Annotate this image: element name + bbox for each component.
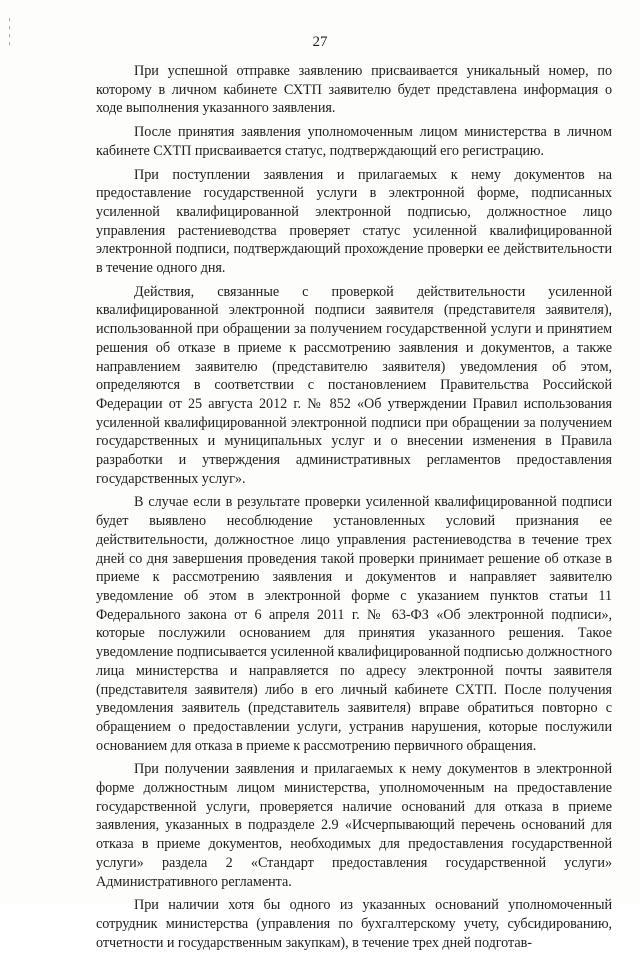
paragraph-registration-status: После принятия заявления уполномоченным лицом министерства в личном кабинете СХТП присваивается статус, подтверждающий его регистрацию. bbox=[96, 124, 612, 159]
paragraph-application-number: При успешной отправке заявлению присваивается уникальный номер, по которому в личном кабинете СХТП заявителю будет представлена информация о ходе выполнения указанного заявления. bbox=[96, 63, 612, 117]
document-body bbox=[96, 62, 612, 957]
paragraph-refusal-grounds: При получении заявления и прилагаемых к нему документов в электронной форме должностным лицом министерства, уполномоченным на предоставление государственной услуги, проверяется наличие оснований для отказа в приеме заявления, указанных в подразделе 2.9 «Исчерпывающий перечень оснований для отказа в приеме документов, необходимых для предоставления государственной услуги» раздела 2 «Стандарт предоставления государственной услуги» Административного регламента. bbox=[96, 761, 612, 890]
paragraph-signature-check: При поступлении заявления и прилагаемых к нему документов на предоставление государственной услуги в электронной форме, подписанных усиленной квалифицированной электронной подписью, должностное лицо управления растениеводства проверяет статус усиленной квалифицированной электронной подписи, подтверждающий прохождение проверки ее действительности в течение одного дня. bbox=[96, 166, 612, 277]
paragraph-refusal-preparation: При наличии хотя бы одного из указанных оснований уполномоченный сотрудник министерства (управления по бухгалтерскому учету, субсидированию, отчетности и государственным закупкам), в течение трех дней подготав- bbox=[96, 897, 612, 951]
paragraph-signature-invalid: В случае если в результате проверки усиленной квалифицированной подписи будет выявлено несоблюдение установленных условий признания ее действительности, должностное лицо управления растениеводства в течение трех дней со дня завершения проведения такой проверки принимает решение об отказе в приеме к рассмотрению заявления и документов и направляет заявителю уведомление об этом в электронной форме с указанием пунктов статьи 11 Федерального закона от 6 апреля 2011 г. № 63-ФЗ «Об электронной подписи», которые послужили основанием для принятия указанного решения. Такое уведомление подписывается усиленной квалифицированной подписью должностного лица министерства и направляется по адресу электронной почты заявителя (представителя заявителя) либо в его личный кабинете СХТП. После получения уведомления заявитель (представитель заявителя) вправе обратиться повторно с обращением о предоставлении услуги, устранив нарушения, которые послужили основанием для отказа в приеме к рассмотрению первичного обращения. bbox=[96, 494, 612, 754]
paragraph-signature-actions: Действия, связанные с проверкой действительности усиленной квалифицированной электронной подписи заявителя (представителя заявителя), использованной при обращении за получением государственной услуги и принятием решения об отказе в приеме к рассмотрению заявления и документов, а также направлением заявителю (представителю заявителя) уведомления об этом, определяются в соответствии с постановлением Правительства Российской Федерации от 25 августа 2012 г. № 852 «Об утверждении Правил использования усиленной квалифицированной электронной подписи при обращении за получением государственных и муниципальных услуг и о внесении изменения в Правила разработки и утверждения административных регламентов предоставления государственных услуг». bbox=[96, 283, 612, 487]
page-number: 27 bbox=[312, 34, 328, 50]
